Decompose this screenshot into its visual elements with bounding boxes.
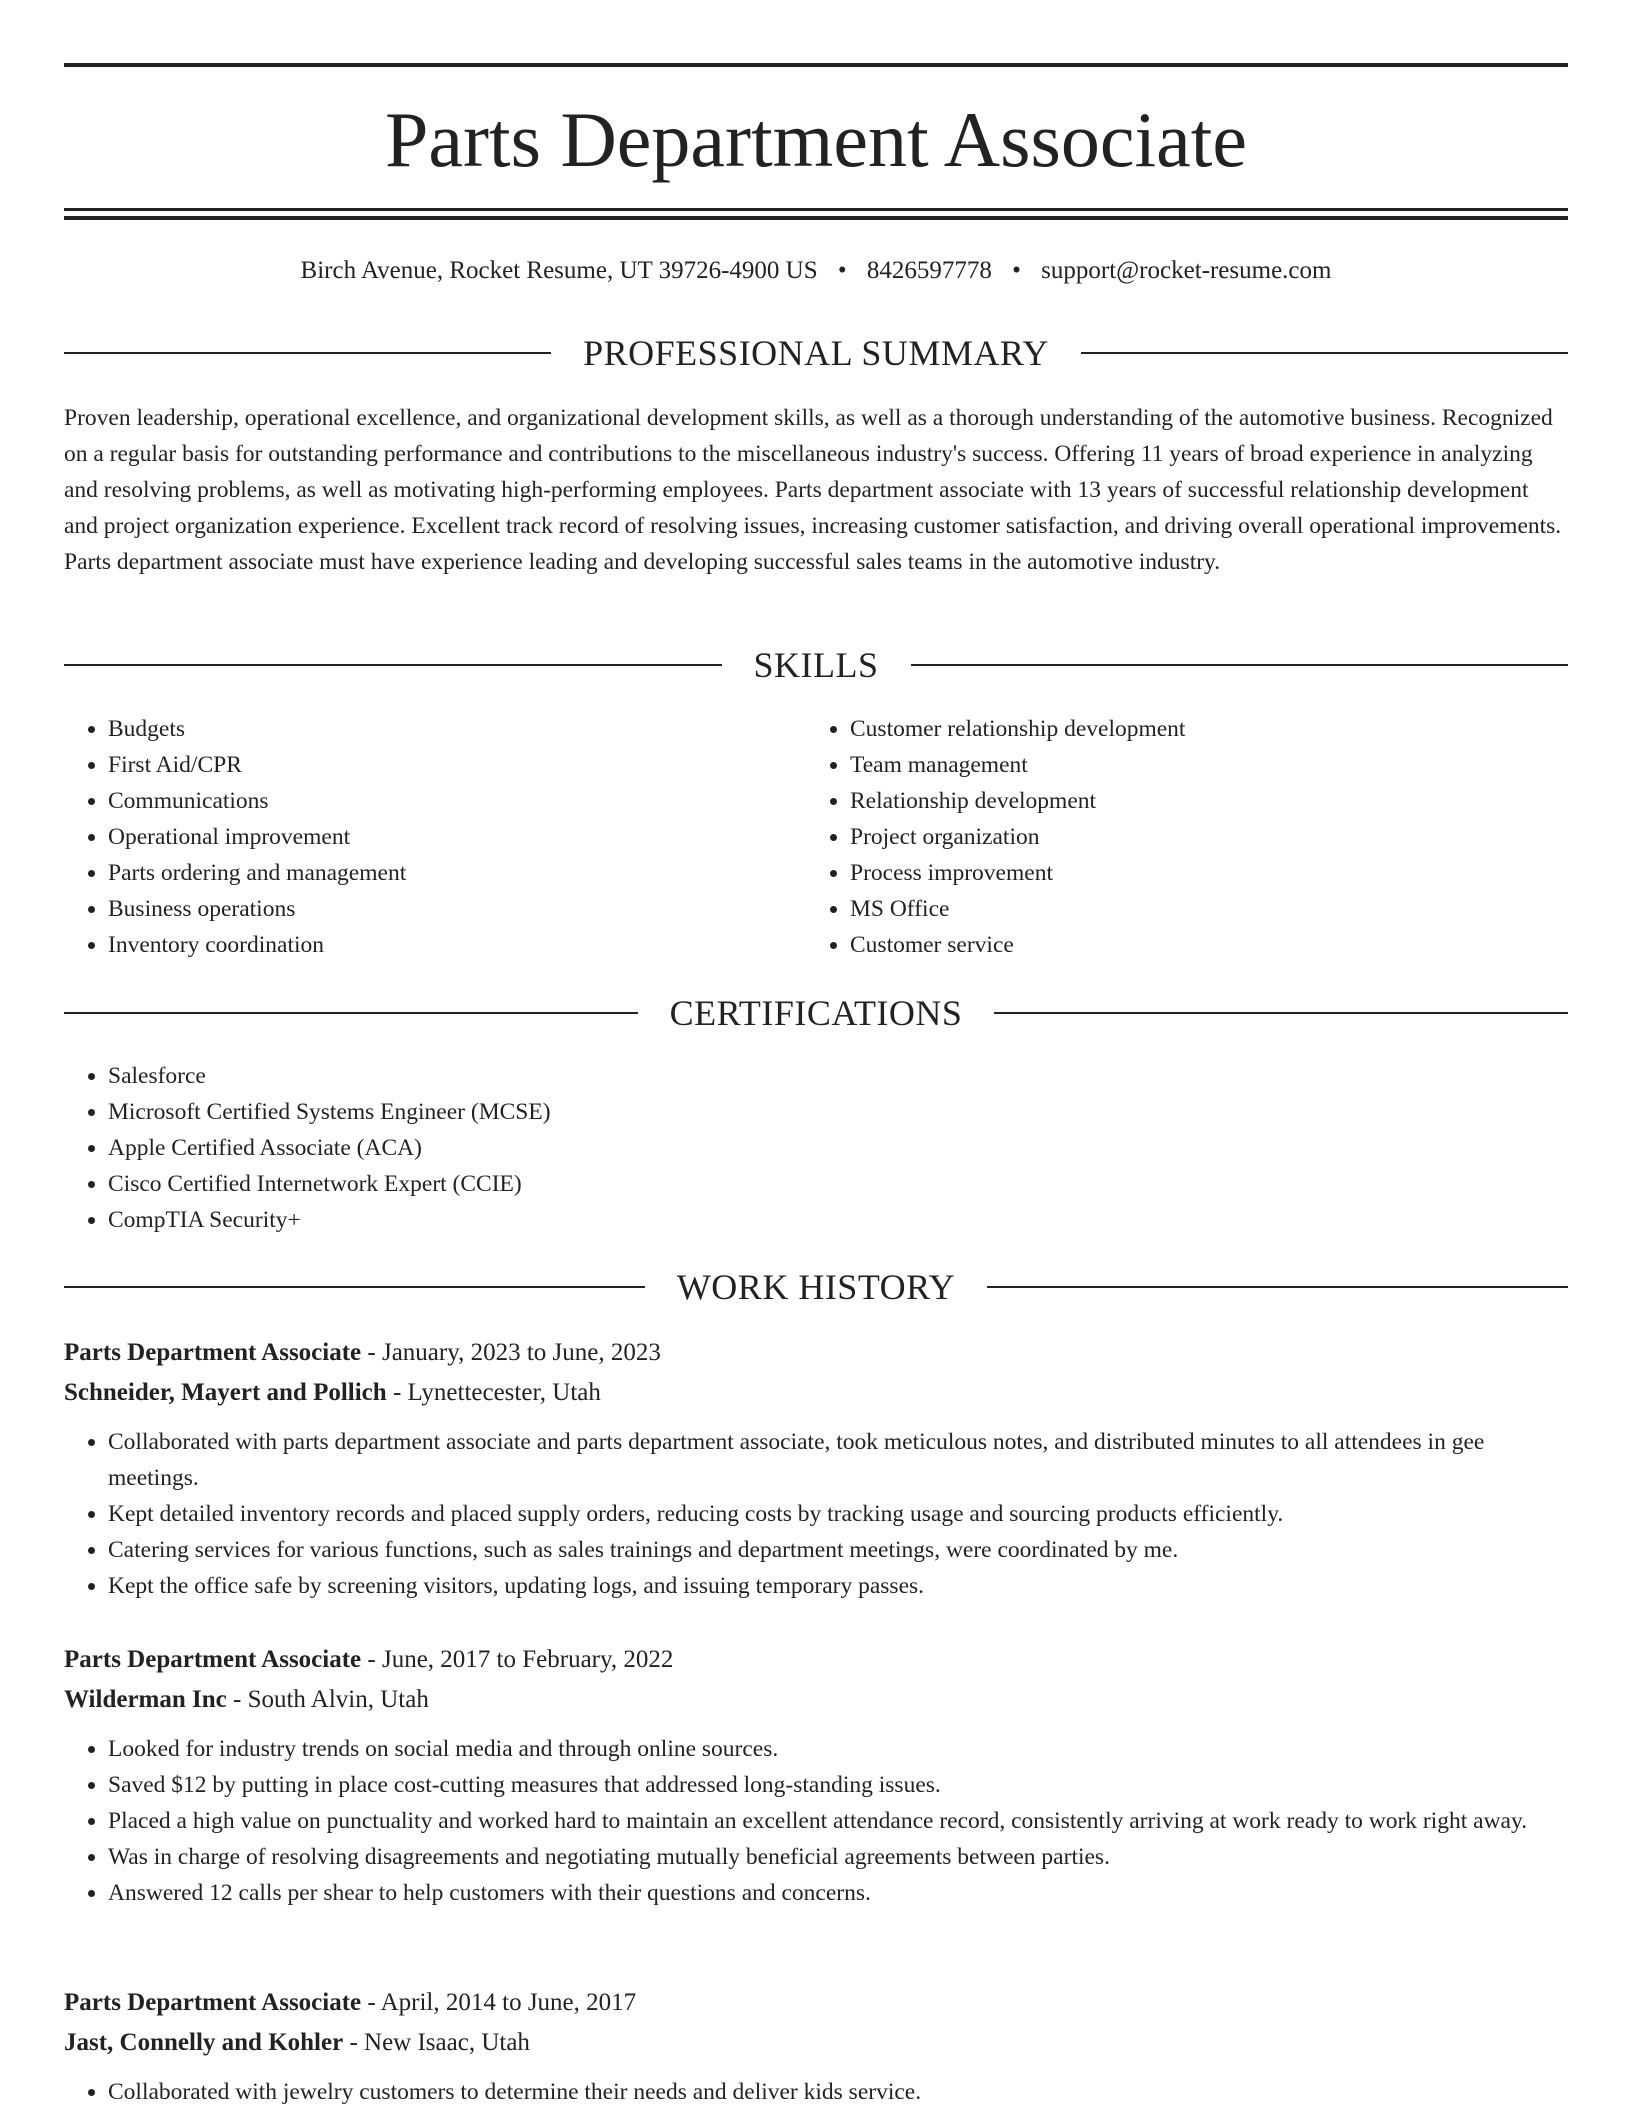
skills-left-list (64, 711, 804, 963)
skill-item: • Budgets (108, 711, 804, 747)
certification-item: • Microsoft Certified Systems Engineer (MCSE) (108, 1094, 1064, 1130)
job-location: - Lynettecester, Utah (386, 1379, 601, 1406)
certifications-list (64, 1058, 1064, 1238)
certification-item: • Apple Certified Associate (ACA) (108, 1130, 1064, 1166)
job-title-line (64, 1983, 1568, 2023)
skill-item: • Communications (108, 783, 804, 819)
certification-item: • CompTIA Security+ (108, 1202, 1064, 1238)
job-company-line (64, 2023, 1568, 2063)
skill-item: • MS Office (850, 891, 1546, 927)
contact-phone: 8426597778 (866, 257, 992, 284)
job-dates: - June, 2017 to February, 2022 (361, 1646, 674, 1673)
header-double-rule-upper (64, 208, 1568, 211)
job-bullet: • Collaborated with parts department associate and parts department associate, took meticulous notes, and distributed minutes to all attendees in gee meetings. (108, 1424, 1568, 1496)
contact-separator: • (837, 257, 847, 284)
heading-rule-left (64, 1012, 638, 1014)
job-bullet: • Looked for industry trends on social media and through online sources. (108, 1731, 1568, 1767)
skill-item: • Customer service (850, 927, 1546, 963)
job-bullets (64, 1424, 1568, 1604)
heading-rule-right (911, 664, 1569, 666)
job-bullet: • Kept detailed inventory records and placed supply orders, reducing costs by tracking usage and sourcing products efficiently. (108, 1496, 1568, 1532)
header-double-rule-lower (64, 216, 1568, 220)
job-entry (64, 1333, 1568, 1604)
job-company: Jast, Connelly and Kohler (64, 2029, 344, 2056)
certification-item: • Cisco Certified Internetwork Expert (CCIE) (108, 1166, 1064, 1202)
job-dates: - April, 2014 to June, 2017 (361, 1989, 637, 2016)
certifications-heading-label: CERTIFICATIONS (669, 993, 963, 1033)
skills-right-list (806, 711, 1546, 963)
contact-line (64, 254, 1568, 288)
contact-email: support@rocket-resume.com (1041, 257, 1332, 284)
skill-item: • Team management (850, 747, 1546, 783)
job-title: Parts Department Associate (64, 1339, 362, 1366)
contact-address: Birch Avenue, Rocket Resume, UT 39726-4900 US (300, 257, 818, 284)
skill-item: • Relationship development (850, 783, 1546, 819)
job-title-line (64, 1333, 1568, 1373)
work-history-heading-label: WORK HISTORY (676, 1267, 956, 1307)
job-bullets (64, 2074, 1568, 2110)
job-dates: - January, 2023 to June, 2023 (361, 1339, 661, 1366)
header-top-rule (64, 63, 1568, 67)
skills-left-column (64, 711, 804, 963)
heading-rule-left (64, 664, 722, 666)
skill-item: • First Aid/CPR (108, 747, 804, 783)
heading-rule-right (994, 1012, 1568, 1014)
job-title-line (64, 1640, 1568, 1680)
certification-item: • Salesforce (108, 1058, 1064, 1094)
job-company: Wilderman Inc (64, 1686, 227, 1713)
heading-rule-left (64, 352, 551, 354)
job-company-line (64, 1680, 1568, 1720)
job-company: Schneider, Mayert and Pollich (64, 1379, 387, 1406)
job-location: - South Alvin, Utah (226, 1686, 429, 1713)
job-location: - New Isaac, Utah (343, 2029, 530, 2056)
job-bullet: • Was in charge of resolving disagreements and negotiating mutually beneficial agreements between parties. (108, 1839, 1568, 1875)
contact-separator: • (1012, 257, 1021, 284)
job-bullet: • Answered 12 calls per shear to help customers with their questions and concerns. (108, 1875, 1568, 1911)
job-bullets (64, 1731, 1568, 1911)
job-bullet: • Kept the office safe by screening visitors, updating logs, and issuing temporary passes. (108, 1568, 1568, 1604)
skills-heading (64, 643, 1568, 687)
job-title: Parts Department Associate (64, 1646, 362, 1673)
skills-heading-label: SKILLS (753, 645, 879, 685)
job-company-line (64, 1373, 1568, 1413)
heading-rule-right (987, 1286, 1568, 1288)
skills-right-column (806, 711, 1546, 963)
skill-item: • Project organization (850, 819, 1546, 855)
summary-heading-label: PROFESSIONAL SUMMARY (583, 333, 1049, 373)
skill-item: • Business operations (108, 891, 804, 927)
certifications-heading (64, 991, 1568, 1035)
certifications-list-wrap (64, 1058, 1064, 1238)
summary-heading (64, 331, 1568, 375)
job-bullet: • Collaborated with jewelry customers to determine their needs and deliver kids service. (108, 2074, 1568, 2110)
job-bullet: • Saved $12 by putting in place cost-cutting measures that addressed long-standing issues. (108, 1767, 1568, 1803)
job-title: Parts Department Associate (64, 1989, 362, 2016)
job-bullet: • Placed a high value on punctuality and worked hard to maintain an excellent attendance record, consistently arriving at work ready to work right away. (108, 1803, 1568, 1839)
job-entry (64, 1640, 1568, 1911)
resume-title: Parts Department Associate (384, 96, 1248, 183)
skill-item: • Inventory coordination (108, 927, 804, 963)
job-entry (64, 1983, 1568, 2110)
heading-rule-left (64, 1286, 645, 1288)
skill-item: • Operational improvement (108, 819, 804, 855)
job-bullet: • Catering services for various functions, such as sales trainings and department meetings, were coordinated by me. (108, 1532, 1568, 1568)
skill-item: • Process improvement (850, 855, 1546, 891)
summary-text: Proven leadership, operational excellence, and organizational development skills, as well as a thorough understanding of the automotive business. Recognized on a regular basis for outstanding performance and contributions to the miscellaneous industry's success. Offering 11 years of broad experience in analyzing and resolving problems, as well as motivating high-performing employees. Parts department associate with 13 years of successful relationship development and project organization experience. Excellent track record of resolving issues, increasing customer satisfaction, and driving overall operational improvements. Parts department associate must have experience leading and developing successful sales teams in the automotive industry. (64, 405, 1562, 575)
heading-rule-right (1081, 352, 1568, 354)
work-history-heading (64, 1265, 1568, 1309)
skill-item: • Parts ordering and management (108, 855, 804, 891)
skill-item: • Customer relationship development (850, 711, 1546, 747)
